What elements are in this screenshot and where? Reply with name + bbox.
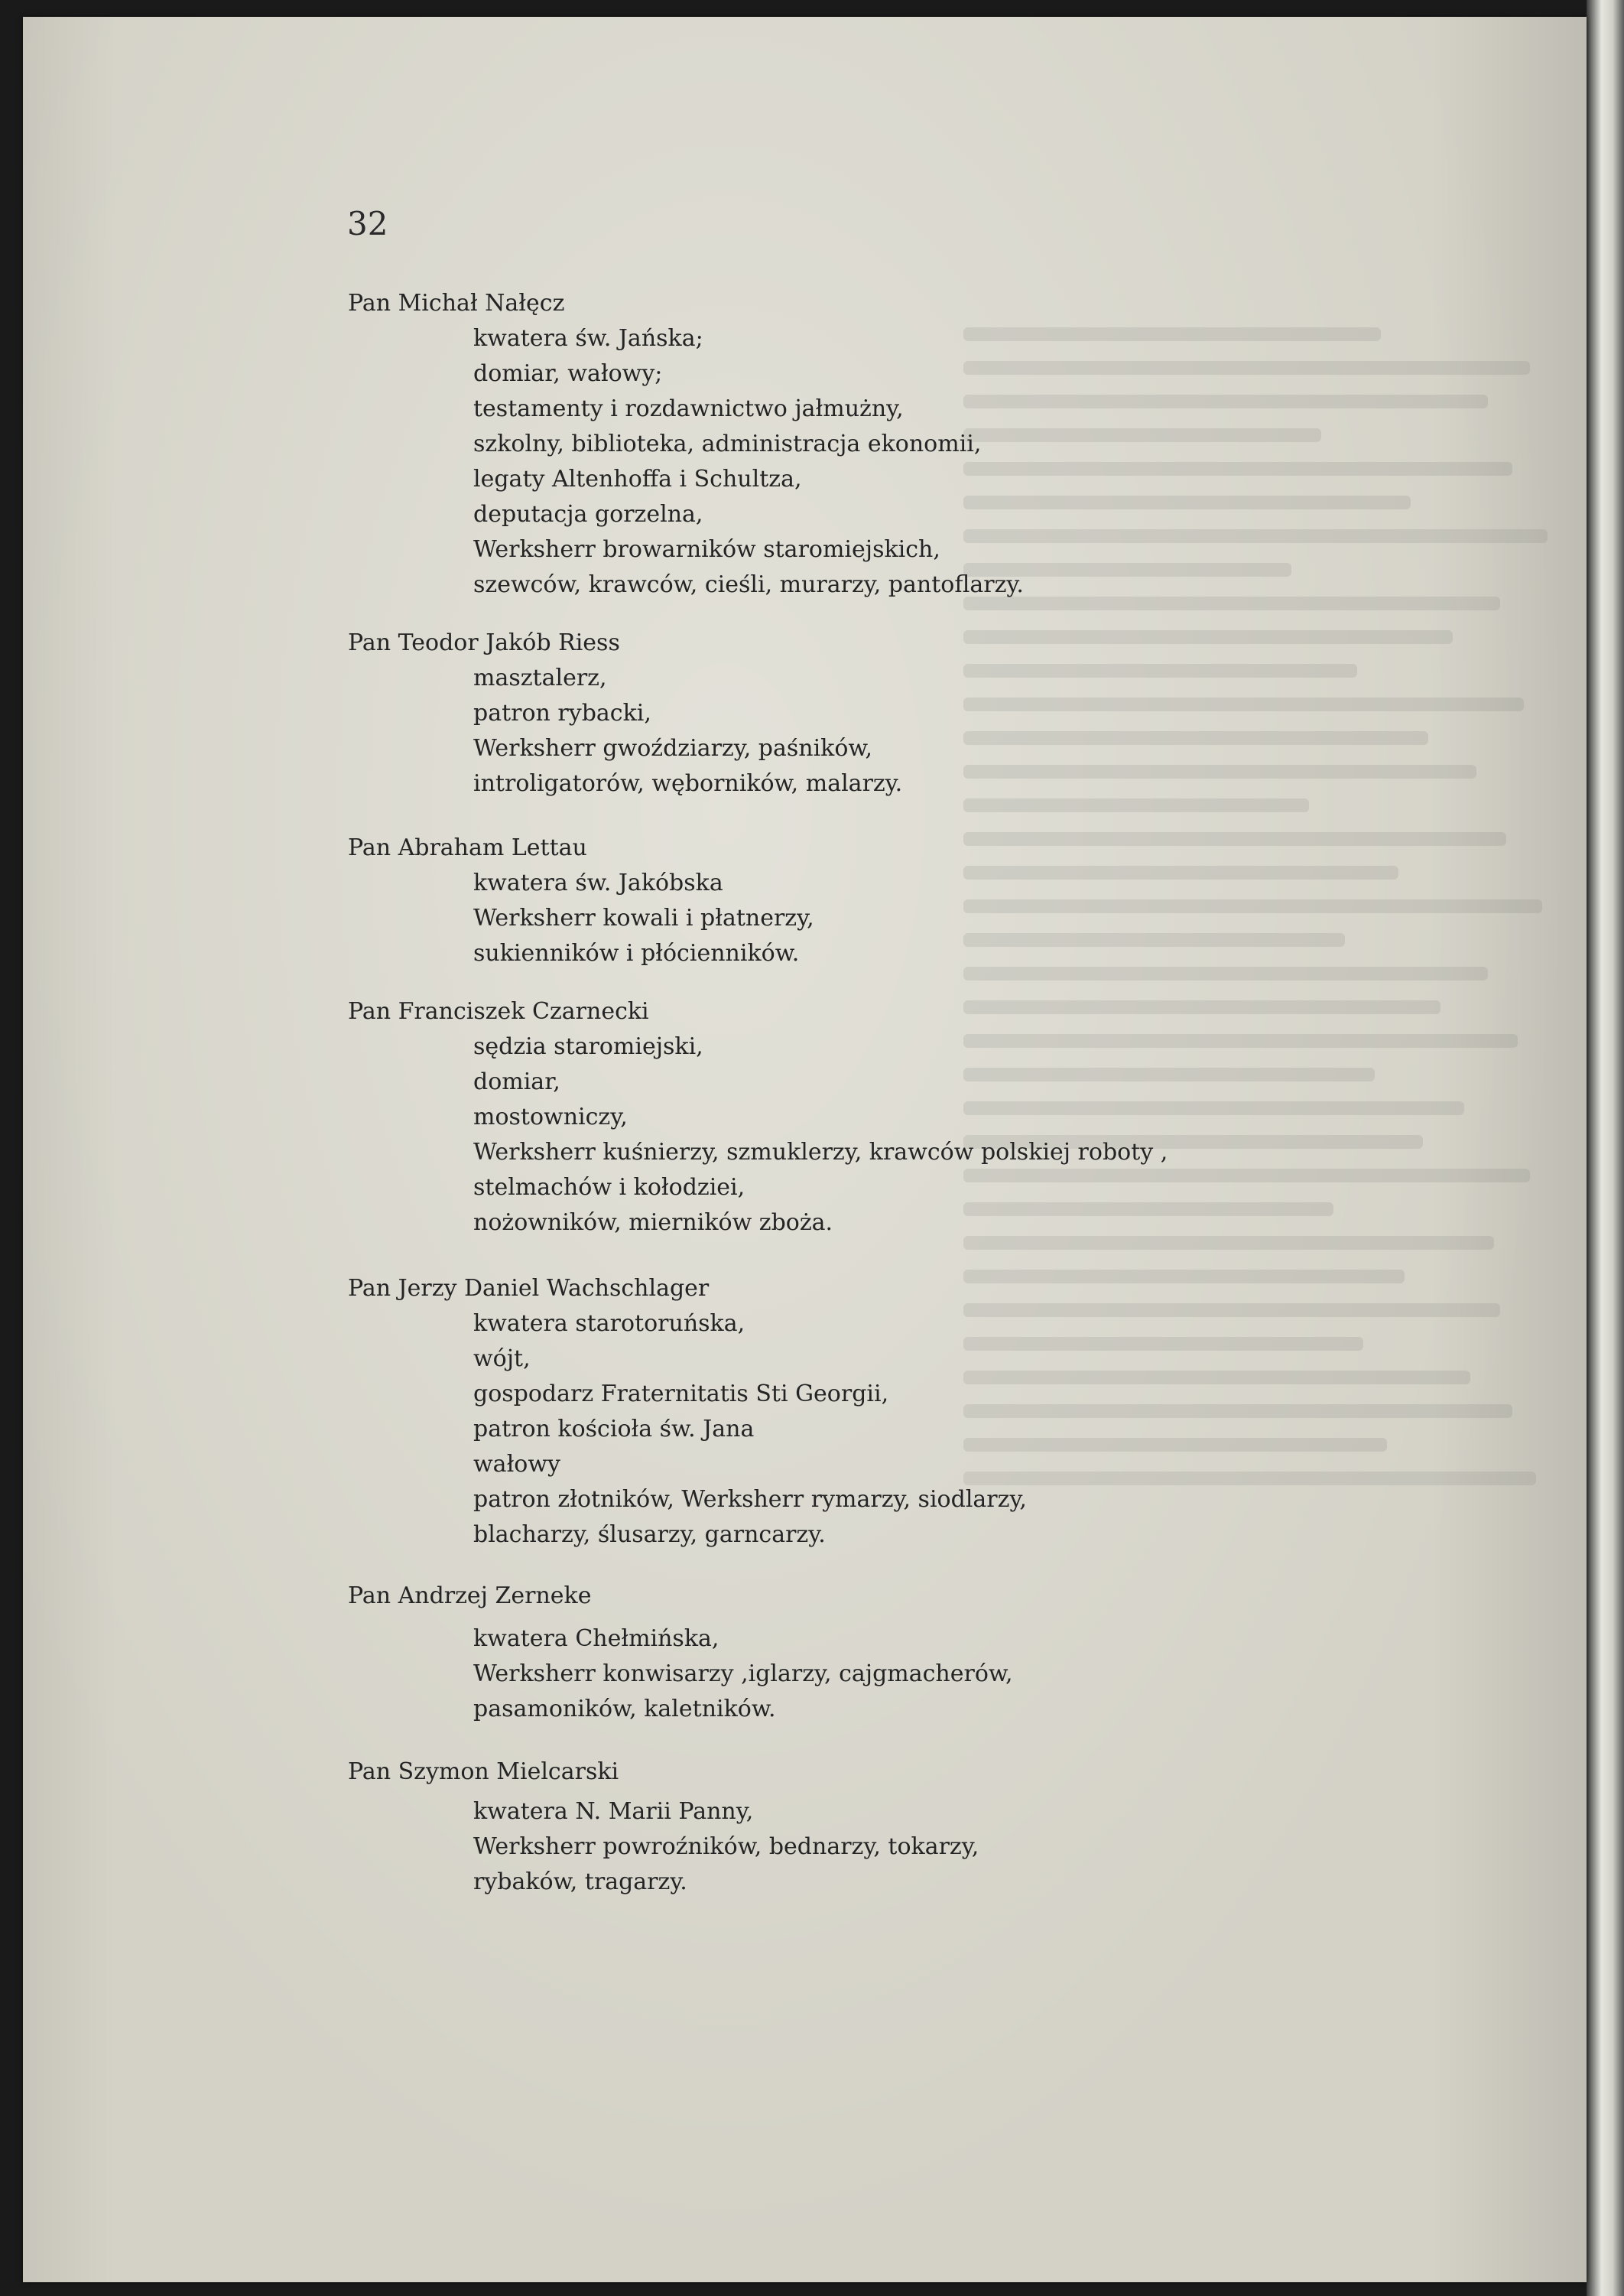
entry-teodor-jakob-riess bbox=[348, 626, 1525, 802]
duty-line: wałowy bbox=[473, 1451, 560, 1478]
person-name: Pan Teodor Jakób Riess bbox=[348, 629, 620, 656]
duty-line: wójt, bbox=[473, 1345, 531, 1372]
duty-line: kwatera N. Marii Panny, bbox=[473, 1798, 754, 1825]
duty-line: pasamoników, kaletników. bbox=[473, 1696, 776, 1722]
duty-line: Werksherr konwisarzy ,iglarzy, cajgmacherów, bbox=[473, 1660, 1013, 1687]
duty-line: blacharzy, ślusarzy, garncarzy. bbox=[473, 1521, 826, 1548]
duty-line: domiar, wałowy; bbox=[473, 360, 663, 387]
person-name: Pan Michał Nałęcz bbox=[348, 290, 565, 317]
entry-szymon-mielcarski bbox=[348, 1755, 1525, 1900]
entry-franciszek-czarnecki bbox=[348, 994, 1525, 1241]
duty-line: masztalerz, bbox=[473, 665, 607, 691]
duty-line: patron rybacki, bbox=[473, 700, 651, 727]
person-name: Pan Abraham Lettau bbox=[348, 834, 587, 861]
duty-line: patron złotników, Werksherr rymarzy, siodlarzy, bbox=[473, 1486, 1027, 1513]
entry-jerzy-daniel-wachschlager bbox=[348, 1271, 1525, 1553]
person-name: Pan Franciszek Czarnecki bbox=[348, 998, 649, 1025]
duty-line: Werksherr powroźników, bednarzy, tokarzy, bbox=[473, 1833, 979, 1860]
duty-line: mostowniczy, bbox=[473, 1104, 628, 1130]
duty-line: gospodarz Fraternitatis Sti Georgii, bbox=[473, 1381, 889, 1407]
duty-line: stelmachów i kołodziei, bbox=[473, 1174, 745, 1201]
entry-andrzej-zerneke bbox=[348, 1579, 1525, 1727]
duty-line: kwatera starotoruńska, bbox=[473, 1310, 745, 1337]
entry-abraham-lettau bbox=[348, 831, 1525, 971]
duty-line: introligatorów, węborników, malarzy. bbox=[473, 770, 903, 797]
duty-line: rybaków, tragarzy. bbox=[473, 1868, 687, 1895]
page-number: 32 bbox=[347, 205, 388, 242]
duty-line: szewców, krawców, cieśli, murarzy, pantoflarzy. bbox=[473, 571, 1024, 598]
entry-michal-nalecz bbox=[348, 286, 1525, 603]
duty-line: nożowników, mierników zboża. bbox=[473, 1209, 833, 1236]
duty-line: kwatera Chełmińska, bbox=[473, 1625, 719, 1652]
duty-line: Werksherr kuśnierzy, szmuklerzy, krawców polskiej roboty , bbox=[473, 1139, 1168, 1166]
duty-line: deputacja gorzelna, bbox=[473, 501, 703, 528]
duty-line: sędzia staromiejski, bbox=[473, 1033, 703, 1060]
duty-line: kwatera św. Jakóbska bbox=[473, 870, 723, 896]
duty-line: domiar, bbox=[473, 1068, 560, 1095]
duty-line: kwatera św. Jańska; bbox=[473, 325, 703, 352]
person-name: Pan Szymon Mielcarski bbox=[348, 1758, 619, 1785]
book-spine bbox=[1587, 0, 1624, 2296]
duty-line: Werksherr kowali i płatnerzy, bbox=[473, 905, 814, 932]
person-name: Pan Andrzej Zerneke bbox=[348, 1582, 592, 1609]
duty-line: Werksherr browarników staromiejskich, bbox=[473, 536, 940, 563]
duty-line: testamenty i rozdawnictwo jałmużny, bbox=[473, 395, 904, 422]
duty-line: szkolny, biblioteka, administracja ekonomii, bbox=[473, 431, 982, 457]
duty-line: Werksherr gwoździarzy, paśników, bbox=[473, 735, 873, 762]
person-name: Pan Jerzy Daniel Wachschlager bbox=[348, 1275, 710, 1302]
duty-line: legaty Altenhoffa i Schultza, bbox=[473, 466, 802, 493]
duty-line: sukienników i płócienników. bbox=[473, 940, 800, 967]
duty-line: patron kościoła św. Jana bbox=[473, 1416, 755, 1442]
